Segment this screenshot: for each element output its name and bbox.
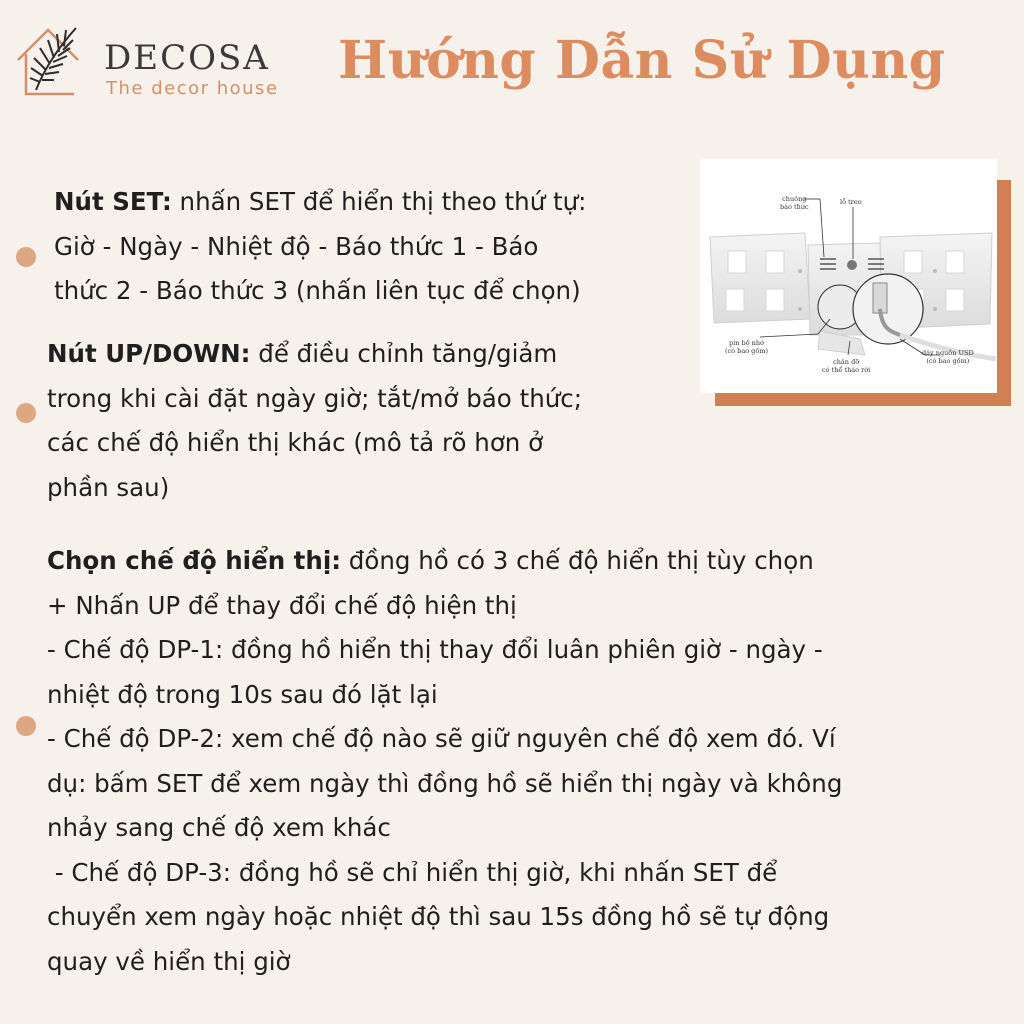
- text-line: - Chế độ DP-1: đồng hồ hiển thị thay đổi luân phiên giờ - ngày -: [47, 635, 823, 664]
- page-title: Hướng Dẫn Sử Dụng: [338, 30, 946, 91]
- text-line: quay về hiển thị giờ: [47, 946, 291, 976]
- bullet-dot: [16, 716, 36, 736]
- brand-tagline: The decor house: [106, 78, 279, 99]
- battery-label: pin bộ nhớ (có bao gồm): [725, 339, 769, 355]
- display-mode-section: Chọn chế độ hiển thị: đồng hồ có 3 chế độ hiển thị tùy chọn + Nhấn UP để thay đổi chế độ hiện thị - Chế độ DP-1: đồng hồ hiển thị thay đổi luân phiên giờ - ngày - nhiệt độ trong 10s sau đó lặt lại - Chế độ DP-2: xem chế độ nào sẽ giữ nguyên chế độ xem đó. Ví dụ: bấm SET để xem ngày thì đồng hồ sẽ hiển thị ngày và không nhảy sang chế độ xem khác - Chế độ DP-3: đồng hồ sẽ chỉ hiển thị giờ, khi nhấn SET để chuyển xem ngày hoặc nhiệt độ thì sau 15s đồng hồ sẽ tự động quay về hiển thị giờ: [47, 539, 842, 984]
- text-line: nhảy sang chế độ xem khác: [47, 813, 391, 842]
- hanging-hole-label: lỗ treo: [840, 198, 862, 206]
- text-line: thức 2 - Báo thức 3 (nhấn liên tục để chọn): [54, 276, 581, 305]
- text-line: Giờ - Ngày - Nhiệt độ - Báo thức 1 - Báo: [54, 231, 539, 261]
- updown-button-section: Nút UP/DOWN: để điều chỉnh tăng/giảm trong khi cài đặt ngày giờ; tắt/mở báo thức; các chế độ hiển thị khác (mô tả rõ hơn ở phần sau): [47, 332, 582, 510]
- text-line: - Chế độ DP-3: đồng hồ sẽ chỉ hiển thị giờ, khi nhấn SET để: [47, 857, 778, 887]
- brand-name: DECOSA: [104, 38, 270, 78]
- text-line: dụ: bấm SET để xem ngày thì đồng hồ sẽ hiển thị ngày và không: [47, 768, 843, 798]
- alarm-bell-label: chuông báo thức: [780, 195, 809, 211]
- usb-power-label: dây nguồn USD (có bao gồm): [922, 349, 974, 365]
- stand-label: chân đỡ có thể tháo rời: [822, 358, 871, 374]
- text-line: chuyển xem ngày hoặc nhiệt độ thì sau 15s đồng hồ sẽ tự động: [47, 902, 830, 931]
- text-line: nhiệt độ trong 10s sau đó lặt lại: [47, 679, 438, 709]
- section-heading: Nút SET:: [54, 187, 172, 216]
- bullet-dot: [16, 403, 36, 423]
- section-heading: Chọn chế độ hiển thị:: [47, 546, 342, 575]
- brand-logo: [14, 24, 304, 104]
- house-leaf-icon: [14, 24, 84, 98]
- text-line: phần sau): [47, 472, 170, 502]
- bullet-dot: [16, 247, 36, 267]
- section-heading: Nút UP/DOWN:: [47, 339, 251, 368]
- set-button-section: Nút SET: nhấn SET để hiển thị theo thứ tự: Giờ - Ngày - Nhiệt độ - Báo thức 1 - Báo thức 2 - Báo thức 3 (nhấn liên tục để chọn): [54, 180, 586, 314]
- text-line: + Nhấn UP để thay đổi chế độ hiện thị: [47, 590, 517, 620]
- text-line: các chế độ hiển thị khác (mô tả rõ hơn ở: [47, 428, 544, 457]
- text-line: - Chế độ DP-2: xem chế độ nào sẽ giữ nguyên chế độ xem đó. Ví: [47, 724, 836, 753]
- text-line: trong khi cài đặt ngày giờ; tắt/mở báo thức;: [47, 383, 582, 413]
- product-diagram-image: [700, 159, 997, 393]
